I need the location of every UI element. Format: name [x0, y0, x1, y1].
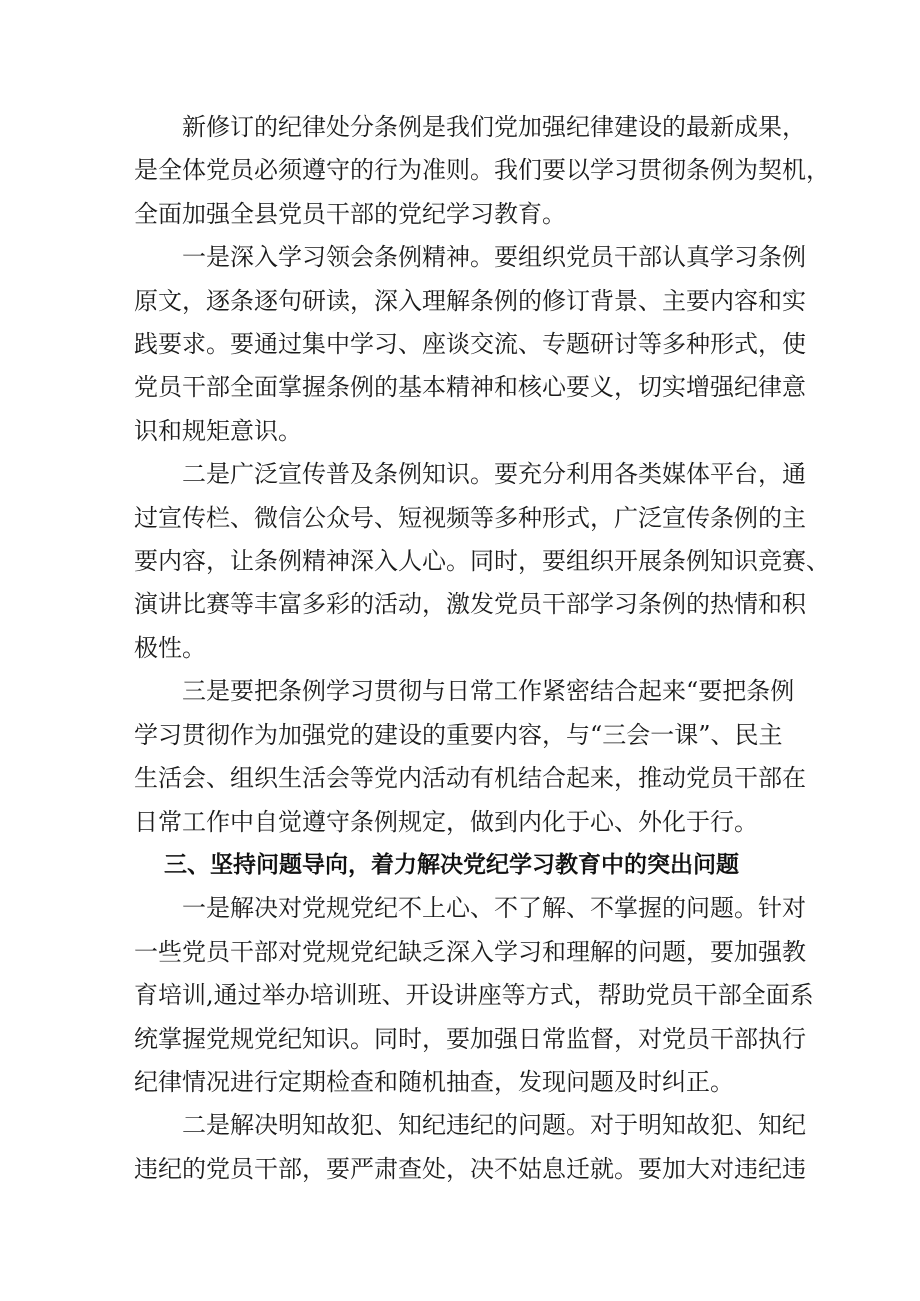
text-line: 原文，逐条逐句研读，深入理解条例的修订背景、主要内容和实	[134, 286, 806, 315]
text-line: 一是深入学习领会条例精神。要组织党员干部认真学习条例	[182, 243, 806, 272]
text-line: 演讲比赛等丰富多彩的活动，激发党员干部学习条例的热情和积	[134, 590, 806, 619]
text-line: 学习贯彻作为加强党的建设的重要内容，与“三会一课”、民主	[134, 720, 783, 749]
text-line: 三是要把条例学习贯彻与日常工作紧密结合起来“要把条例	[182, 677, 795, 706]
text-line: 识和规矩意识。	[134, 416, 302, 445]
text-line: 育培训,通过举办培训班、开设讲座等方式，帮助党员干部全面系	[134, 981, 814, 1010]
text-line: 日常工作中自觉遵守条例规定，做到内化于心、外化于行。	[134, 807, 758, 836]
document-body	[134, 106, 830, 1191]
text-line: 党员干部全面掌握条例的基本精神和核心要义，切实增强纪律意	[134, 373, 806, 402]
section-heading: 三、坚持问题导向，着力解决党纪学习教育中的突出问题	[164, 851, 739, 878]
text-line: 过宣传栏、微信公众号、短视频等多种形式，广泛宣传条例的主	[134, 503, 806, 532]
paragraph-study-spirit	[134, 236, 806, 453]
paragraph-integration	[134, 670, 806, 844]
text-line: 生活会、组织生活会等党内活动有机结合起来，推动党员干部在	[134, 764, 806, 793]
text-line: 违纪的党员干部，要严肃查处，决不姑息迁就。要加大对违纪违	[134, 1154, 806, 1183]
paragraph-problem-one	[134, 887, 814, 1104]
text-line: 统掌握党规党纪知识。同时，要加强日常监督，对党员干部执行	[134, 1024, 806, 1053]
text-line: 要内容，让条例精神深入人心。同时，要组织开展条例知识竞赛、	[134, 547, 830, 576]
text-line: 一些党员干部对党规党纪缺乏深入学习和理解的问题，要加强教	[134, 937, 806, 966]
text-line: 是全体党员必须遵守的行为准则。我们要以学习贯彻条例为契机，	[134, 156, 830, 185]
text-line: 新修订的纪律处分条例是我们党加强纪律建设的最新成果，	[182, 113, 806, 141]
text-line: 二是广泛宣传普及条例知识。要充分利用各类媒体平台，通	[182, 460, 806, 489]
text-line: 一是解决对党规党纪不上心、不了解、不掌握的问题。针对	[182, 894, 806, 923]
text-line: 践要求。要通过集中学习、座谈交流、专题研讨等多种形式，使	[134, 330, 806, 359]
paragraph-publicity	[134, 453, 830, 670]
paragraph-intro	[134, 106, 830, 236]
text-line: 纪律情况进行定期检查和随机抽查，发现问题及时纠正。	[134, 1067, 734, 1096]
text-line: 二是解决明知故犯、知纪违纪的问题。对于明知故犯、知纪	[182, 1111, 806, 1140]
text-line: 全面加强全县党员干部的党纪学习教育。	[134, 199, 566, 228]
paragraph-problem-two	[134, 1104, 806, 1191]
text-line: 极性。	[134, 633, 206, 662]
